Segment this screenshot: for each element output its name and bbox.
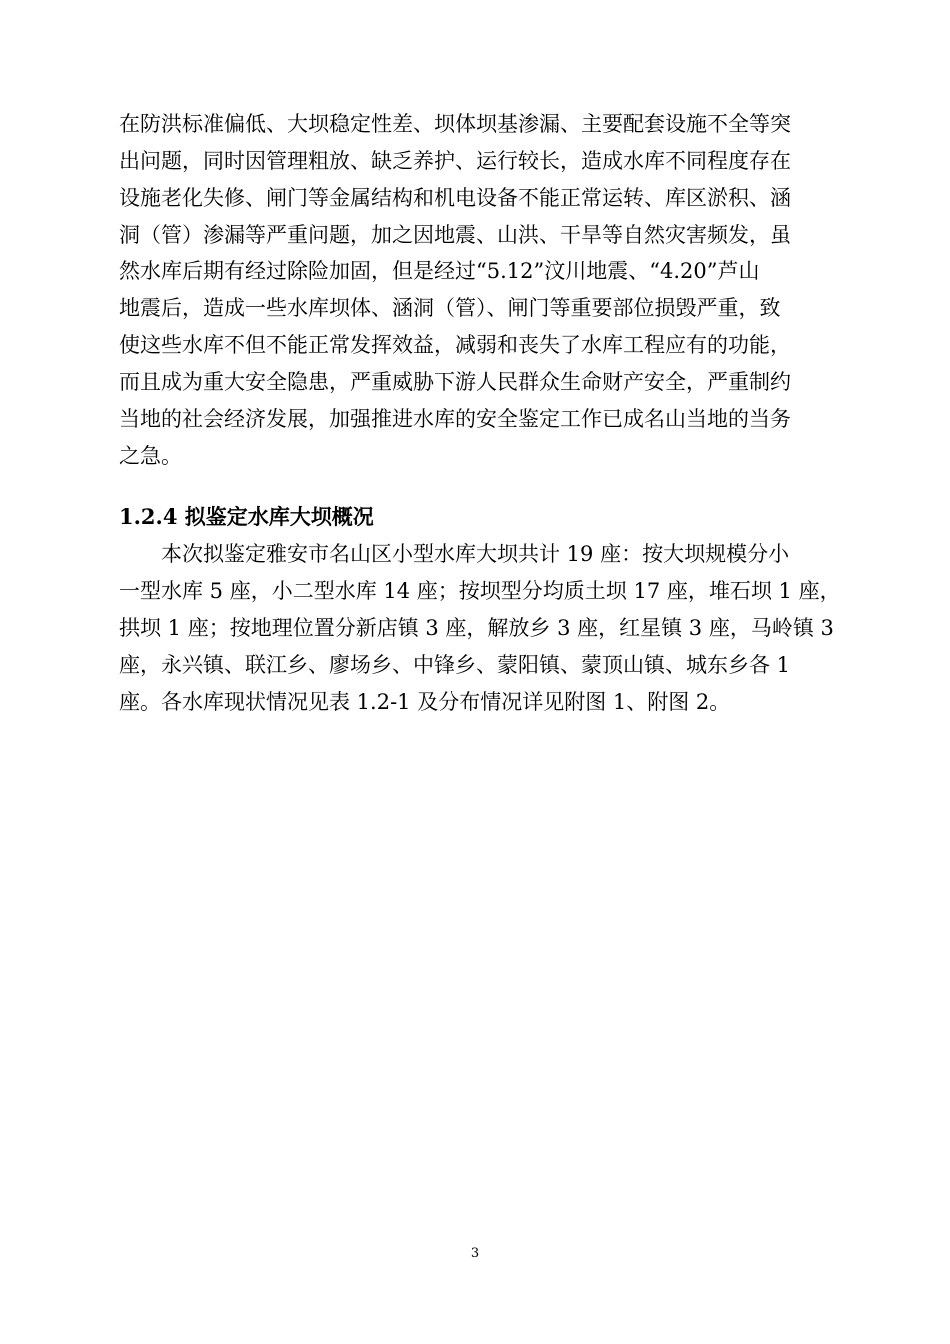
paragraph-1-line: 然水库后期有经过除险加固，但是经过“5.12”汶川地震、“4.20”芦山 <box>119 259 760 283</box>
paragraph-1-line: 当地的社会经济发展，加强推进水库的安全鉴定工作已成名山当地的当务 <box>119 407 791 431</box>
paragraph-1-line: 在防洪标准偏低、大坝稳定性差、坝体坝基渗漏、主要配套设施不全等突 <box>119 112 791 136</box>
paragraph-2-line: 座，永兴镇、联江乡、廖场乡、中锋乡、蒙阳镇、蒙顶山镇、城东乡各 1 <box>119 653 791 677</box>
paragraph-1-line: 之急。 <box>119 444 182 468</box>
paragraph-1-line: 使这些水库不但不能正常发挥效益，减弱和丧失了水库工程应有的功能， <box>119 333 791 357</box>
paragraph-1-line: 出问题，同时因管理粗放、缺乏养护、运行较长，造成水库不同程度存在 <box>119 149 791 173</box>
paragraph-2-line: 本次拟鉴定雅安市名山区小型水库大坝共计 19 座：按大坝规模分小 <box>161 542 790 566</box>
paragraph-1-line: 而且成为重大安全隐患，严重威胁下游人民群众生命财产安全，严重制约 <box>119 370 791 394</box>
paragraph-2-line: 座。各水库现状情况见表 1.2-1 及分布情况详见附图 1、附图 2。 <box>119 690 731 714</box>
page-number: 3 <box>470 1246 480 1261</box>
section-heading: 1.2.4 拟鉴定水库大坝概况 <box>119 504 374 529</box>
paragraph-2-line: 拱坝 1 座；按地理位置分新店镇 3 座，解放乡 3 座，红星镇 3 座，马岭镇 3 <box>119 616 834 640</box>
paragraph-1-line: 设施老化失修、闸门等金属结构和机电设备不能正常运转、库区淤积、涵 <box>119 186 791 210</box>
paragraph-1-line: 地震后，造成一些水库坝体、涵洞（管）、闸门等重要部位损毁严重，致 <box>119 296 781 320</box>
paragraph-1-line: 洞（管）渗漏等严重问题，加之因地震、山洪、干旱等自然灾害频发，虽 <box>119 223 791 247</box>
paragraph-2-line: 一型水库 5 座，小二型水库 14 座；按坝型分均质土坝 17 座，堆石坝 1 座， <box>119 579 841 603</box>
